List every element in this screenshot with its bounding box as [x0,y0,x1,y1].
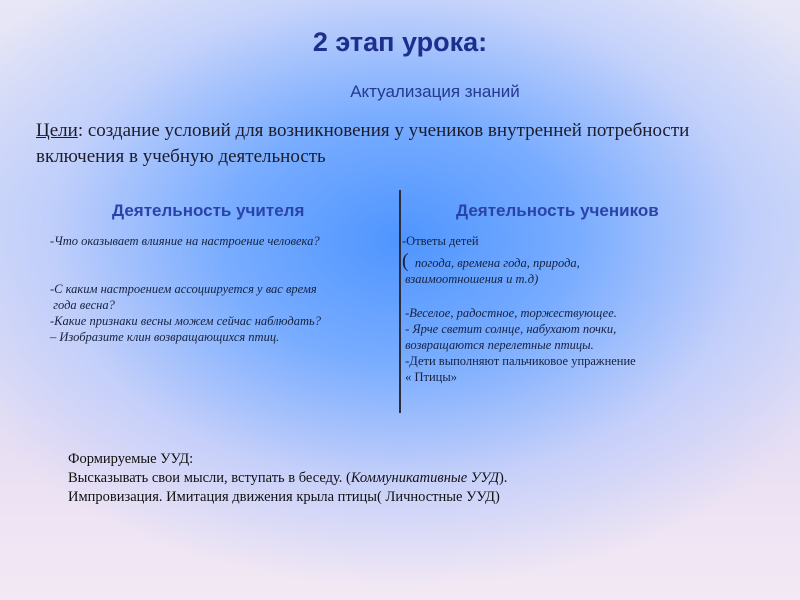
student-answer-2-line-1 [402,250,732,272]
student-answer-1: -Ответы детей [402,234,479,248]
teacher-question-2-line-1: -С каким настроением ассоциируется у вас время [50,282,317,296]
column-divider [399,190,401,413]
student-answer-5-line-2: « Птицы» [402,370,458,384]
student-answer-5-line-1: -Дети выполняют пальчиковое упражнение [402,354,636,368]
goals-text: : создание условий для возникновения у учеников внутренней потребности включения в учебную деятельность [36,120,690,167]
teacher-question-2-line-2: года весна? [50,298,115,312]
teacher-question-3: -Какие признаки весны можем сейчас наблюдать? [50,314,321,328]
goals-label: Цели [36,120,78,141]
student-answer-4-line-2: возвращаются перелетные птицы. [402,338,594,352]
student-answer-2-text: погода, времена года, природа, [408,256,580,270]
stage-title: 2 этап урока: [312,27,488,57]
students-activity-column [402,233,732,385]
uud-line-1-italic: Коммуникативные УУД [350,470,499,486]
students-activity-heading: Деятельность учеников [456,201,659,220]
spacer [402,287,732,305]
uud-line-1-suffix: ). [498,470,508,486]
teacher-question-1: -Что оказывает влияние на настроение человека? [50,234,320,248]
teacher-activity-heading: Деятельность учителя [112,201,305,220]
teacher-activity-column [50,233,395,345]
student-answer-4-line-1: - Ярче светит солнце, набухают почки, [402,322,617,336]
uud-heading: Формируемые УУД: [68,451,194,467]
uud-line-1 [68,469,507,488]
student-answer-2-line-2: взаимоотношения и т.д) [402,272,539,286]
open-paren: ( [402,250,409,272]
teacher-question-4: – Изобразите клин возвращающихся птиц. [50,330,280,344]
stage-subtitle: Актуализация знаний [350,82,520,101]
uud-block [68,450,507,507]
uud-line-2: Импровизация. Имитация движения крыла птицы( Личностные УУД) [68,489,500,505]
uud-line-1-prefix: Высказывать свои мысли, вступать в беседу. ( [68,470,351,486]
spacer [50,249,395,281]
goals-paragraph [36,118,726,170]
student-answer-3: -Веселое, радостное, торжествующее. [402,306,617,320]
